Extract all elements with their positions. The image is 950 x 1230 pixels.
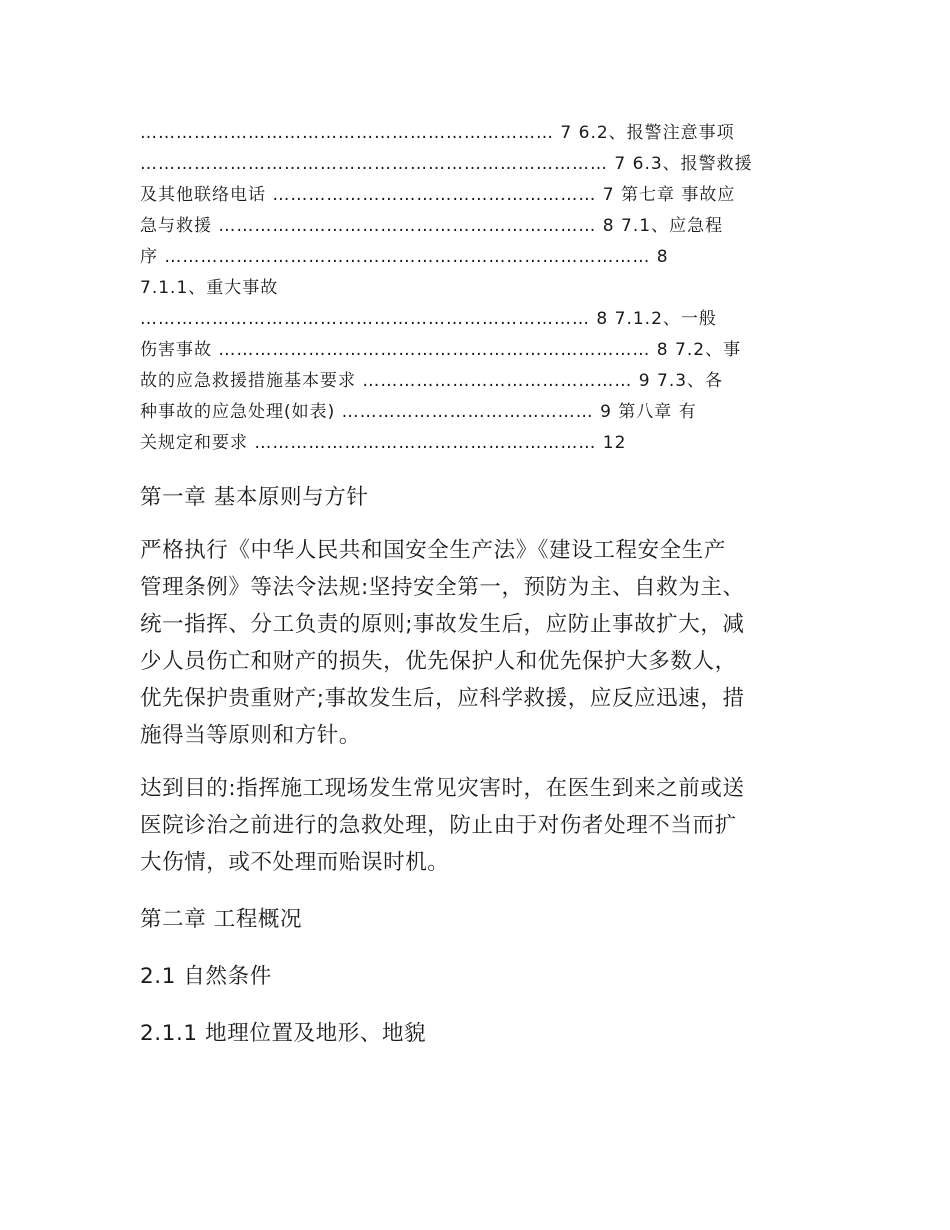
paragraph-line: 大伤情，或不处理而贻误时机。 bbox=[140, 850, 450, 875]
chapter-1-title: 第一章 基本原则与方针 bbox=[140, 485, 369, 510]
toc-line: 7.1.1、重大事故 bbox=[140, 278, 279, 298]
paragraph-line: 施得当等原则和方针。 bbox=[140, 723, 362, 748]
toc-line: ………………………………………………………………… 8 7.1.2、一般 bbox=[140, 309, 717, 329]
toc-line: 急与救援 ……………………………………………………… 8 7.1、应急程 bbox=[140, 216, 724, 236]
paragraph-line: 优先保护贵重财产;事故发生后，应科学救援，应反应迅速，措 bbox=[140, 686, 745, 711]
toc-line: 故的应急救援措施基本要求 ……………………………………… 9 7.3、各 bbox=[140, 371, 724, 391]
chapter-2-title: 第二章 工程概况 bbox=[140, 907, 303, 932]
toc-line: 序 ……………………………………………………………………… 8 bbox=[140, 247, 669, 267]
section-2-1-title: 2.1 自然条件 bbox=[140, 964, 272, 989]
paragraph-line: 少人员伤亡和财产的损失，优先保护人和优先保护大多数人， bbox=[140, 649, 737, 674]
chapter-1-paragraph-objective bbox=[140, 770, 812, 881]
toc-line: 伤害事故 ……………………………………………………………… 8 7.2、事 bbox=[140, 340, 742, 360]
toc-line: …………………………………………………………… 7 6.2、报警注意事项 bbox=[140, 123, 735, 143]
chapter-1-paragraph-principles bbox=[140, 532, 812, 754]
section-2-1-1-title: 2.1.1 地理位置及地形、地貌 bbox=[140, 1021, 427, 1046]
toc-line: 种事故的应急处理(如表) …………………………………… 9 第八章 有 bbox=[140, 402, 697, 422]
paragraph-line: 医院诊治之前进行的急救处理，防止由于对伤者处理不当而扩 bbox=[140, 813, 737, 838]
table-of-contents bbox=[140, 118, 812, 459]
paragraph-line: 严格执行《中华人民共和国安全生产法》《建设工程安全生产 bbox=[140, 538, 726, 563]
toc-line: 及其他联络电话 ……………………………………………… 7 第七章 事故应 bbox=[140, 185, 736, 205]
paragraph-line: 管理条例》等法令法规:坚持安全第一，预防为主、自救为主、 bbox=[140, 575, 745, 600]
toc-line: …………………………………………………………………… 7 6.3、报警救援 bbox=[140, 154, 753, 174]
paragraph-line: 统一指挥、分工负责的原则;事故发生后，应防止事故扩大，减 bbox=[140, 612, 745, 637]
document-page bbox=[140, 118, 812, 1052]
paragraph-line: 达到目的:指挥施工现场发生常见灾害时，在医生到来之前或送 bbox=[140, 776, 745, 801]
document-body bbox=[140, 479, 812, 1052]
toc-line: 关规定和要求 ………………………………………………… 12 bbox=[140, 433, 627, 453]
